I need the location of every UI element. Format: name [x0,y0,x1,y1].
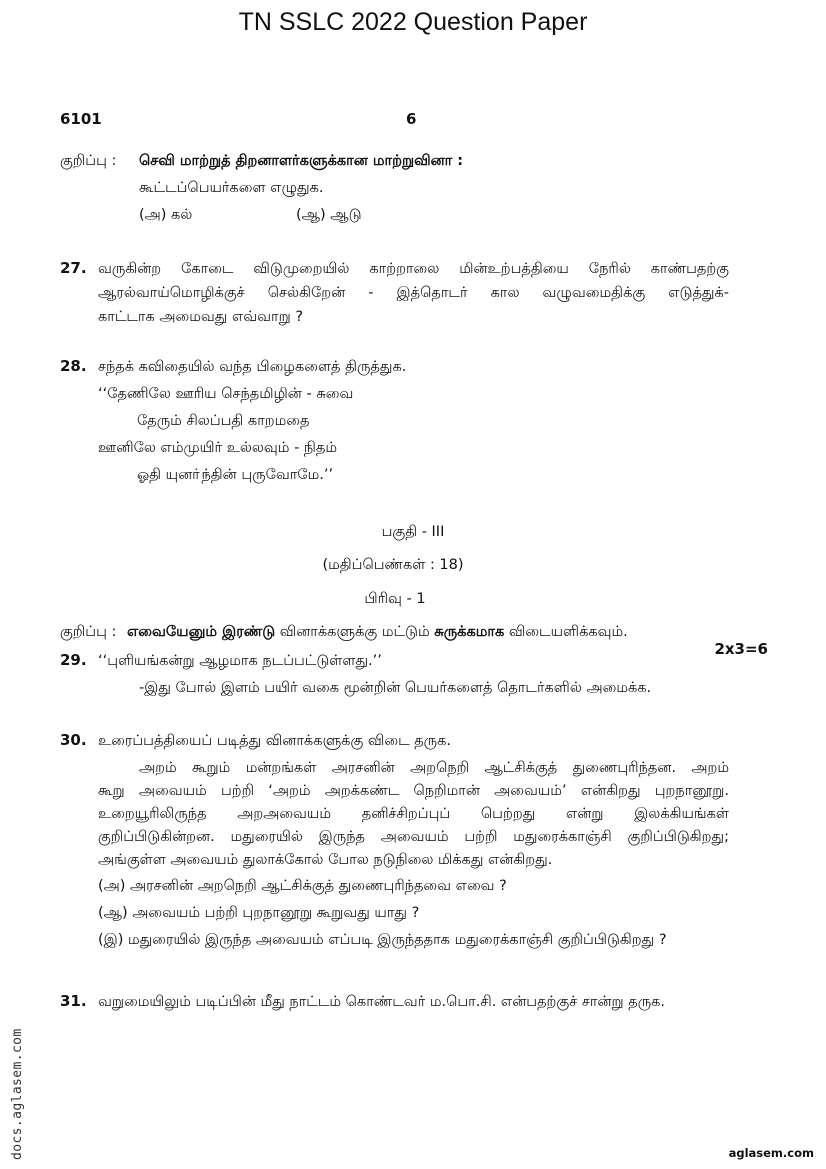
note2-label: குறிப்பு : [60,624,117,640]
q27-line-3: காட்டாக அமைவது எவ்வாறு ? [98,309,304,325]
section-division: பிரிவு - 1 [364,591,426,607]
page-number: 6 [406,110,417,128]
note-heading: செவி மாற்றுத் திறனாளர்களுக்கான மாற்றுவினா : [139,153,464,169]
note2-row [60,622,628,642]
q30-prompt: உரைப்பத்தியைப் படித்து வினாக்களுக்கு விடை தருக. [98,733,451,749]
q30-sub-c: (இ) மதுரையில் இருந்த அவையம் எப்படி இருந்ததாக மதுரைக்காஞ்சி குறிப்பிடுகிறது ? [98,932,667,948]
q29-quote: ‘‘புளியங்கன்று ஆழமாக நடப்பட்டுள்ளது.’’ [98,653,382,669]
question-number-27: 27. [60,259,87,277]
q28-poem-line-4: ஓதி யுனா்ந்தின் புருவோமே.’’ [137,467,334,483]
footer-link[interactable]: aglasem.com [728,1146,814,1160]
q30-passage-line-2: கூறு அவையம் பற்றி ‘அறம் அறக்கண்ட நெறிமான் அவையம்’ என்கிறது புறநானூறு. [98,783,729,799]
note2-bold-brief: சுருக்கமாக [434,624,505,640]
section-marks: (மதிப்பெண்கள் : 18) [322,557,464,573]
q29-task: -இது போல் இளம் பயிர் வகை மூன்றின் பெயர்களைத் தொடர்களில் அமைக்க. [139,680,652,696]
note-instruction: கூட்டப்பெயர்களை எழுதுக. [139,180,324,196]
question-number-28: 28. [60,357,87,375]
q30-passage-line-3: உறையூரிலிருந்த அறஅவையம் தனிச்சிறப்புப் பெற்றது என்று இலக்கியங்கள் [98,806,729,822]
question-number-31: 31. [60,992,87,1010]
question-number-30: 30. [60,731,87,749]
q28-poem-line-1: ‘‘தேணிலே ஊரிய செந்தமிழின் - சுவை [98,386,354,402]
paper-code: 6101 [60,110,102,128]
note2-text-a: வினாக்களுக்கு மட்டும் [279,624,430,640]
q27-line-2: ஆரல்வாய்மொழிக்குச் செல்கிறேன் - இத்தொடர் கால வழுவமைதிக்கு எடுத்துக்- [98,285,729,301]
note-option-b: (ஆ) ஆடு [296,207,362,223]
q28-prompt: சந்தக் கவிதையில் வந்த பிழைகளைத் திருத்துக. [98,359,407,375]
q30-sub-b: (ஆ) அவையம் பற்றி புறநானூறு கூறுவது யாது ? [98,905,420,921]
question-number-29: 29. [60,651,87,669]
q30-passage-line-4: குறிப்பிடுகின்றன. மதுரையில் இருந்த அவையம் பற்றி மதுரைக்காஞ்சி குறிப்பிடுகிறது; [98,829,729,845]
q30-passage-line-5: அங்குள்ள அவையம் துலாக்கோல் போல நடுநிலை மிக்கது என்கிறது. [98,852,553,868]
note2-text-b: விடையளிக்கவும். [508,624,628,640]
q30-sub-a: (அ) அரசனின் அறநெறி ஆட்சிக்குத் துணைபுரிந்தவை எவை ? [98,878,507,894]
page-title: TN SSLC 2022 Question Paper [238,8,588,36]
marks-formula: 2x3=6 [714,640,768,658]
note2-bold-count: எவையேனும் இரண்டு [126,624,276,640]
q30-passage-line-1: அறம் கூறும் மன்றங்கள் அரசனின் அறநெறி ஆட்சிக்குத் துணைபுரிந்தன. அறம் [139,760,729,776]
q27-line-1: வருகின்ற கோடை விடுமுறையில் காற்றாலை மின்உற்பத்தியை நேரில் காண்பதற்கு [98,261,729,277]
note-label: குறிப்பு : [60,153,117,169]
note-option-a: (அ) கல் [139,207,193,223]
side-watermark: docs.aglasem.com [10,1028,25,1160]
q31-text: வறுமையிலும் படிப்பின் மீது நாட்டம் கொண்டவர் ம.பொ.சி. என்பதற்குச் சான்று தருக. [98,994,666,1010]
q28-poem-line-2: தேரும் சிலப்பதி காறமதை [137,413,310,429]
q28-poem-line-3: ஊனிலே எம்முயிர் உல்லவும் - நிதம் [98,440,338,456]
section-part: பகுதி - III [381,524,445,540]
